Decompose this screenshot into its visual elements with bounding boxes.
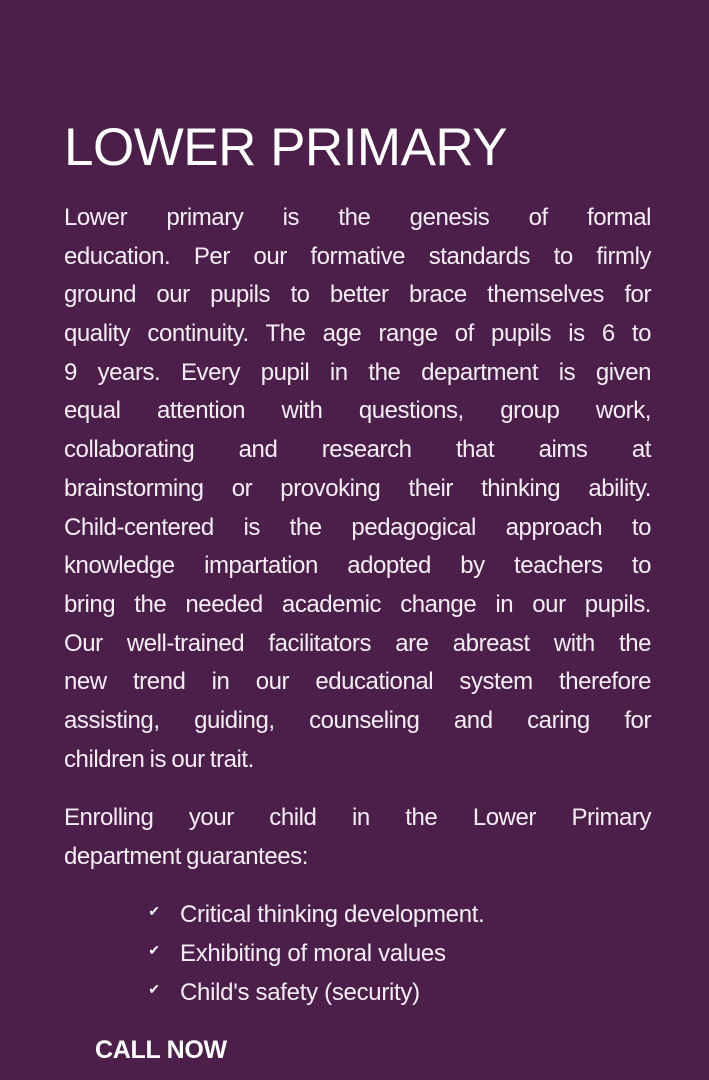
- paragraph-line: bring the needed academic change in our pupils.: [64, 590, 651, 618]
- list-item: [146, 973, 485, 1012]
- paragraph-line: collaborating and research that aims at: [64, 436, 651, 464]
- check-icon: ✔: [148, 902, 160, 919]
- page-title: LOWER PRIMARY: [64, 118, 508, 177]
- paragraph-line: 9 years. Every pupil in the department is given: [64, 358, 651, 386]
- enroll-paragraph: [64, 799, 651, 876]
- paragraph-line: new trend in our educational system therefore: [64, 668, 651, 696]
- paragraph-line: quality continuity. The age range of pupils is 6 to: [64, 320, 651, 348]
- check-icon: ✔: [148, 941, 160, 958]
- paragraph-line: ground our pupils to better brace themselves for: [64, 281, 651, 309]
- paragraph-line: Enrolling your child in the Lower Primary: [64, 804, 651, 831]
- guarantees-list: [146, 895, 485, 1012]
- call-now-button[interactable]: CALL NOW: [95, 1036, 227, 1064]
- list-item-label: Exhibiting of moral values: [180, 940, 446, 967]
- paragraph-line: education. Per our formative standards to firmly: [64, 242, 651, 270]
- paragraph-line: brainstorming or provoking their thinking ability.: [64, 474, 651, 502]
- list-item-label: Child's safety (security): [180, 979, 420, 1006]
- list-item: [146, 895, 485, 934]
- paragraph-line: equal attention with questions, group work,: [64, 397, 651, 425]
- list-item-label: Critical thinking development.: [180, 901, 485, 928]
- check-icon: ✔: [148, 980, 160, 997]
- paragraph-line: children is our trait.: [64, 745, 254, 773]
- paragraph-line: knowledge impartation adopted by teachers to: [64, 552, 651, 580]
- paragraph-line: department guarantees:: [64, 842, 308, 870]
- paragraph-line: assisting, guiding, counseling and caring for: [64, 706, 651, 734]
- paragraph-line: Child-centered is the pedagogical approach to: [64, 513, 651, 541]
- paragraph-line: Our well-trained facilitators are abreast with the: [64, 629, 651, 657]
- paragraph-line: Lower primary is the genesis of formal: [64, 204, 651, 231]
- intro-paragraph: [64, 199, 651, 779]
- list-item: [146, 934, 485, 973]
